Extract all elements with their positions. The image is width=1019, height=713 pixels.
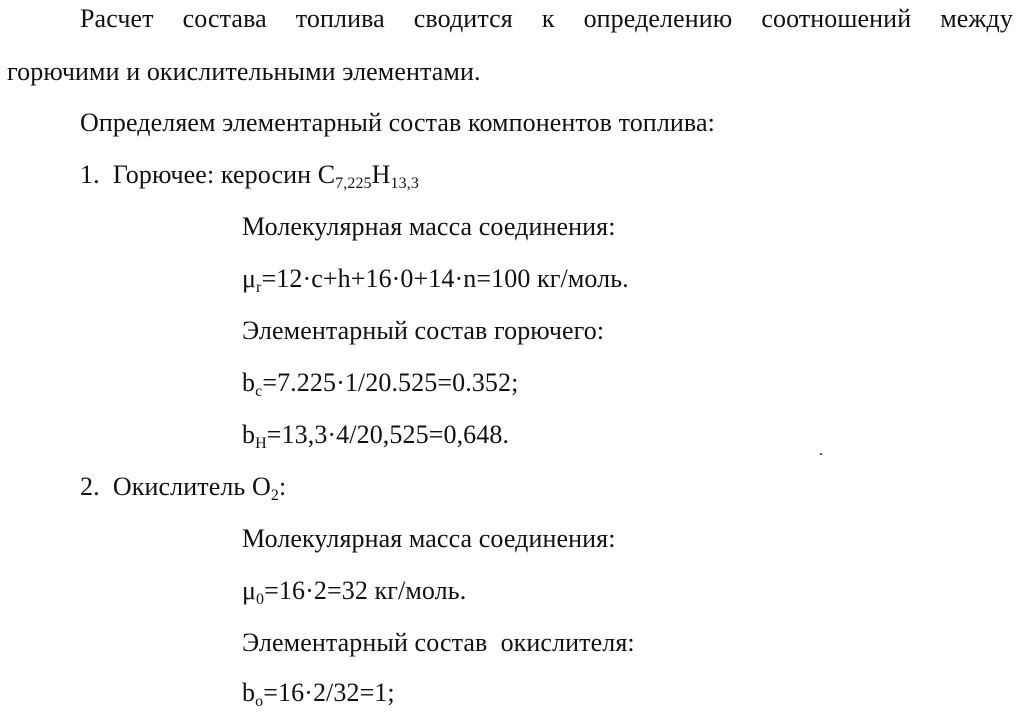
fuel-sub-c: 7,225 [335, 175, 372, 192]
fuel-label: Горючее: керосин C [112, 160, 336, 189]
bh-symbol: b [242, 420, 256, 449]
fuel-number: 1. [80, 160, 100, 189]
fuel-mu-formula [242, 264, 629, 296]
fuel-bc-formula [242, 368, 519, 400]
oxidizer-bo-formula [242, 678, 395, 710]
intro-line-2: горючими и окислительными элементами. [7, 57, 481, 86]
section-heading: Определяем элементарный состав компонентов топлива: [80, 108, 715, 137]
oxidizer-mol-mass-label: Молекулярная масса соединения: [242, 524, 616, 553]
bh-sub: H [255, 435, 267, 452]
intro-word: сводится [413, 4, 513, 33]
fuel-bh-formula [242, 420, 510, 452]
oxidizer-number: 2. [80, 472, 100, 501]
mu-expression: =12·c+h+16·0+14·n=100 кг/моль. [261, 264, 629, 293]
oxidizer-composition-label: Элементарный состав окислителя: [242, 628, 635, 657]
intro-word: определению [583, 4, 733, 33]
oxidizer-item [80, 472, 287, 504]
bc-expression: =7.225·1/20.525=0.352; [262, 368, 519, 397]
bo-symbol: b [242, 678, 256, 707]
fuel-mol-mass-label: Молекулярная масса соединения: [242, 212, 616, 241]
intro-word: состава [182, 4, 267, 33]
bh-expression: =13,3·4/20,525=0,648. [266, 420, 510, 449]
fuel-sub-h: 13,3 [390, 175, 419, 192]
intro-word: топлива [295, 4, 385, 33]
fuel-h: H [371, 160, 391, 189]
bo-expression: =16·2/32=1; [263, 678, 395, 707]
bo-sub: o [255, 693, 264, 710]
bc-symbol: b [242, 368, 256, 397]
oxidizer-sub: 2 [270, 487, 279, 504]
oxidizer-mu-formula [242, 576, 467, 608]
oxidizer-label: Окислитель O [112, 472, 271, 501]
fuel-composition-label: Элементарный состав горючего: [242, 316, 605, 345]
scan-speck [820, 453, 822, 455]
mu0-expression: =16·2=32 кг/моль. [264, 576, 467, 605]
intro-word: Расчет [80, 4, 154, 33]
intro-line-1 [80, 6, 1013, 32]
mu0-symbol: μ [242, 576, 257, 605]
intro-word: между [940, 4, 1013, 33]
intro-word: к [541, 4, 555, 33]
fuel-item [80, 160, 419, 192]
intro-word: соотношений [761, 4, 912, 33]
oxidizer-colon: : [278, 472, 287, 501]
mu0-sub: 0 [256, 591, 265, 608]
bc-sub: c [255, 383, 263, 400]
mu-symbol: μ [242, 264, 257, 293]
mu-sub: r [256, 279, 262, 296]
